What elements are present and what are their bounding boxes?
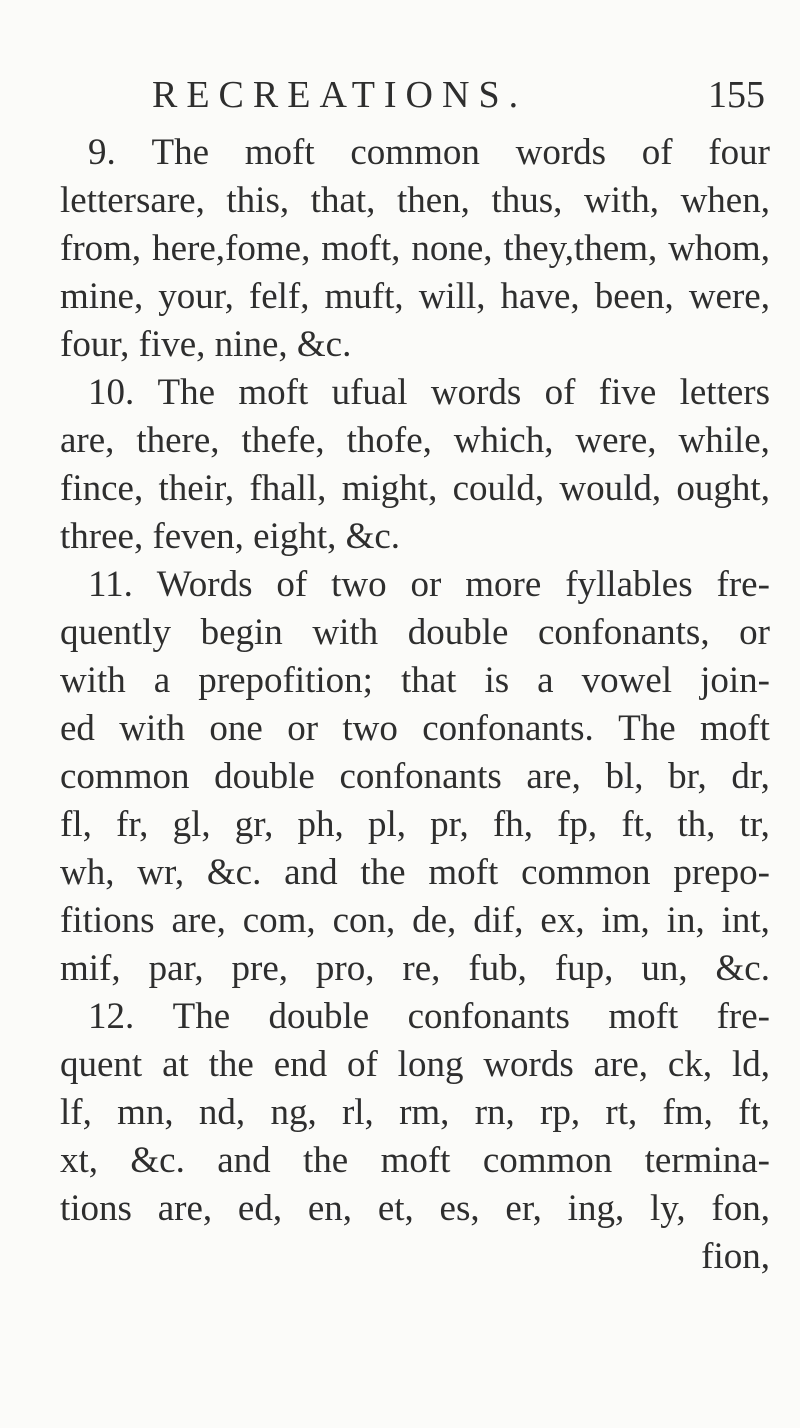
text-line xyxy=(60,896,770,946)
word: begin xyxy=(200,612,283,653)
word: ld, xyxy=(731,1044,770,1085)
word: moft xyxy=(380,1140,451,1181)
word: ex, xyxy=(540,900,585,941)
word: rm, xyxy=(399,1092,450,1133)
word: words xyxy=(515,132,607,173)
word: of xyxy=(641,132,673,173)
word: &c. xyxy=(715,948,770,989)
word: join- xyxy=(700,660,770,701)
text-line xyxy=(60,608,770,658)
word: words xyxy=(430,372,522,413)
word: fup, xyxy=(554,948,614,989)
word: of xyxy=(544,372,576,413)
text-line xyxy=(60,1184,770,1234)
word: double xyxy=(407,612,509,653)
word: would, xyxy=(559,468,662,509)
word: end xyxy=(273,1044,328,1085)
word: par, xyxy=(148,948,204,989)
word: im, xyxy=(601,900,650,941)
word: int, xyxy=(721,900,770,941)
word: mine, xyxy=(60,276,144,317)
word: quent xyxy=(60,1044,143,1085)
text-line xyxy=(60,848,770,898)
word: the xyxy=(208,1044,254,1085)
word: fre- xyxy=(716,564,770,605)
word: a xyxy=(537,660,554,701)
word: er, xyxy=(505,1188,542,1229)
word: muft, xyxy=(324,276,404,317)
word: more xyxy=(465,564,542,605)
word: The xyxy=(618,708,676,749)
word: one xyxy=(209,708,263,749)
text-line xyxy=(60,1088,770,1138)
word: tr, xyxy=(739,804,770,845)
word: felf, xyxy=(248,276,310,317)
word: The xyxy=(151,132,210,173)
word: pre, xyxy=(231,948,288,989)
word: are, xyxy=(157,1188,213,1229)
word: ft, xyxy=(738,1092,770,1133)
word: 12. xyxy=(88,996,135,1037)
word: common xyxy=(482,1140,613,1181)
text-line xyxy=(60,944,770,994)
word: gl, xyxy=(172,804,211,845)
word: thofe, xyxy=(346,420,432,461)
text-line xyxy=(60,416,770,466)
word: two xyxy=(331,564,387,605)
line-text: three, feven, eight, &c. xyxy=(60,516,401,557)
text-line xyxy=(60,320,770,370)
word: could, xyxy=(452,468,545,509)
word: fon, xyxy=(711,1188,770,1229)
word: that xyxy=(400,660,457,701)
word: common xyxy=(350,132,480,173)
word: fl, xyxy=(60,804,92,845)
word: re, xyxy=(402,948,441,989)
word: quently xyxy=(60,612,171,653)
word: prepo- xyxy=(673,852,770,893)
word: lettersare, xyxy=(60,180,205,221)
word: might, xyxy=(341,468,438,509)
word: moft, xyxy=(321,228,401,269)
text-line xyxy=(60,272,770,322)
word: ft, xyxy=(621,804,654,845)
word: were, xyxy=(575,420,657,461)
word: 10. xyxy=(88,372,135,413)
word: two xyxy=(342,708,398,749)
word: are, xyxy=(60,420,115,461)
word: or xyxy=(739,612,770,653)
word: long xyxy=(397,1044,464,1085)
word: rt, xyxy=(605,1092,638,1133)
word: with xyxy=(119,708,186,749)
word: five xyxy=(598,372,657,413)
text-line xyxy=(60,656,770,706)
text-line xyxy=(60,1040,770,1090)
word: gr, xyxy=(234,804,274,845)
word: which, xyxy=(453,420,554,461)
word: mif, xyxy=(60,948,121,989)
word: th, xyxy=(677,804,716,845)
text-line xyxy=(88,368,770,418)
word: mn, xyxy=(117,1092,174,1133)
line-text: fion, xyxy=(701,1236,770,1277)
word: your, xyxy=(158,276,234,317)
word: common xyxy=(521,852,651,893)
word: ng, xyxy=(270,1092,317,1133)
word: ed, xyxy=(237,1188,283,1229)
word: es, xyxy=(439,1188,480,1229)
word: tions xyxy=(60,1188,132,1229)
word: will, xyxy=(418,276,486,317)
word: xt, xyxy=(60,1140,99,1181)
word: wh, xyxy=(60,852,115,893)
word: thefe, xyxy=(241,420,325,461)
word: letters xyxy=(679,372,770,413)
text-line xyxy=(88,560,770,610)
word: pro, xyxy=(315,948,375,989)
word: fm, xyxy=(662,1092,713,1133)
word: in, xyxy=(666,900,705,941)
word: con, xyxy=(332,900,396,941)
word: de, xyxy=(412,900,457,941)
text-line xyxy=(60,1136,770,1186)
page-number: 155 xyxy=(708,74,765,116)
word: ck, xyxy=(667,1044,713,1085)
word: fub, xyxy=(468,948,527,989)
word: &c. xyxy=(130,1140,185,1181)
word: The xyxy=(157,372,216,413)
word: ph, xyxy=(297,804,344,845)
text-line xyxy=(88,992,770,1042)
word: &c. xyxy=(206,852,262,893)
word: et, xyxy=(377,1188,414,1229)
word: are, xyxy=(526,756,581,797)
running-title: RECREATIONS. xyxy=(152,74,528,116)
word: moft xyxy=(608,996,679,1037)
word: vowel xyxy=(581,660,673,701)
word: fince, xyxy=(60,468,144,509)
word: moft xyxy=(244,132,315,173)
word: lf, xyxy=(60,1092,92,1133)
running-head xyxy=(0,70,800,120)
word: fhall, xyxy=(249,468,327,509)
word: four xyxy=(708,132,770,173)
word: rn, xyxy=(474,1092,515,1133)
text-line xyxy=(60,512,770,562)
text-line xyxy=(60,704,770,754)
word: fp, xyxy=(557,804,598,845)
word: pl, xyxy=(367,804,406,845)
word: moft xyxy=(428,852,499,893)
text-line xyxy=(60,224,770,274)
word: and xyxy=(284,852,338,893)
word: un, xyxy=(641,948,688,989)
word: were, xyxy=(688,276,770,317)
word: com, xyxy=(242,900,316,941)
word: rp, xyxy=(540,1092,581,1133)
word: of xyxy=(276,564,308,605)
text-line xyxy=(60,800,770,850)
word: dif, xyxy=(473,900,524,941)
word: wr, xyxy=(137,852,185,893)
word: with xyxy=(60,660,126,701)
word: they,them, xyxy=(503,228,658,269)
word: when, xyxy=(680,180,770,221)
word: at xyxy=(162,1044,189,1085)
word: rl, xyxy=(341,1092,374,1133)
word: The xyxy=(172,996,231,1037)
word: whom, xyxy=(668,228,770,269)
word: en, xyxy=(307,1188,353,1229)
word: their, xyxy=(158,468,235,509)
word: or xyxy=(410,564,442,605)
word: or xyxy=(287,708,319,749)
word: words xyxy=(483,1044,574,1085)
word: pr, xyxy=(430,804,469,845)
text-line xyxy=(60,176,770,226)
word: nd, xyxy=(198,1092,246,1133)
word: dr, xyxy=(731,756,770,797)
word: been, xyxy=(594,276,674,317)
word: termina- xyxy=(644,1140,770,1181)
word: then, xyxy=(396,180,470,221)
word: confonants, xyxy=(537,612,710,653)
word: fyllables xyxy=(565,564,693,605)
word: moft xyxy=(238,372,309,413)
word: with, xyxy=(583,180,660,221)
text-line xyxy=(566,1232,770,1282)
word: are, xyxy=(171,900,226,941)
word: there, xyxy=(136,420,220,461)
word: the xyxy=(360,852,406,893)
word: prepofition; xyxy=(198,660,373,701)
word: ly, xyxy=(649,1188,686,1229)
word: confonants xyxy=(339,756,502,797)
word: Words xyxy=(156,564,253,605)
word: fitions xyxy=(60,900,155,941)
word: common xyxy=(60,756,190,797)
word: that, xyxy=(310,180,376,221)
word: while, xyxy=(678,420,770,461)
word: ufual xyxy=(331,372,408,413)
word: none, xyxy=(411,228,493,269)
word: bl, xyxy=(605,756,644,797)
text-line xyxy=(60,464,770,514)
line-text: four, five, nine, &c. xyxy=(60,324,352,365)
word: double xyxy=(268,996,370,1037)
word: and xyxy=(217,1140,271,1181)
word: double xyxy=(214,756,315,797)
word: fr, xyxy=(116,804,149,845)
word: have, xyxy=(500,276,580,317)
word: br, xyxy=(668,756,707,797)
word: 9. xyxy=(88,132,116,173)
word: confonants xyxy=(407,996,570,1037)
word: this, xyxy=(226,180,290,221)
word: the xyxy=(303,1140,349,1181)
word: are, xyxy=(593,1044,649,1085)
word: confonants. xyxy=(422,708,594,749)
word: thus, xyxy=(491,180,563,221)
word: from, xyxy=(60,228,142,269)
word: ought, xyxy=(676,468,770,509)
word: fh, xyxy=(492,804,533,845)
text-line xyxy=(88,128,770,178)
word: is xyxy=(484,660,510,701)
word: ed xyxy=(60,708,95,749)
word: a xyxy=(153,660,171,701)
word: moft xyxy=(700,708,770,749)
word: 11. xyxy=(88,564,133,605)
word: here,fome, xyxy=(152,228,311,269)
word: ing, xyxy=(567,1188,625,1229)
word: with xyxy=(312,612,379,653)
word: fre- xyxy=(716,996,770,1037)
word: of xyxy=(346,1044,378,1085)
text-line xyxy=(60,752,770,802)
